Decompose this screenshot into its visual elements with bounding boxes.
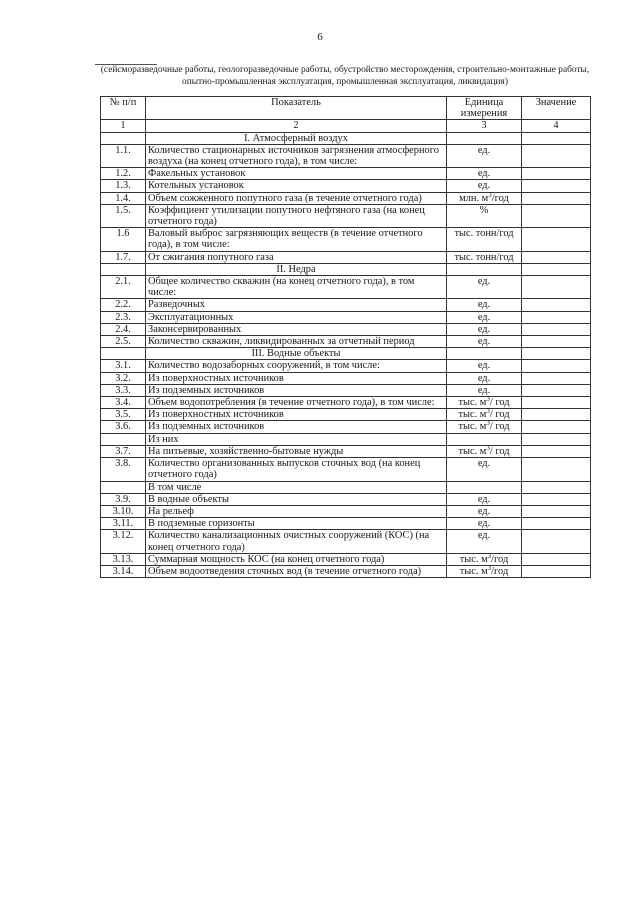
section-row <box>101 263 591 275</box>
row-unit: ед. <box>447 505 522 517</box>
row-value <box>522 276 591 299</box>
row-number: 3.4. <box>101 397 146 409</box>
row-number: 2.3. <box>101 311 146 323</box>
row-unit: ед. <box>447 180 522 192</box>
row-value <box>522 384 591 396</box>
row-unit: тыс. тонн/год <box>447 228 522 251</box>
row-unit: тыс. $м^3/$ год <box>447 409 522 421</box>
indicator-table <box>100 96 591 578</box>
table-row <box>101 530 591 553</box>
row-unit: ед. <box>447 276 522 299</box>
header-unit: Единица измерения <box>447 97 522 120</box>
row-indicator: Объем водоотведения сточных вод (в течение отчетного года) <box>146 565 447 577</box>
table-row <box>101 228 591 251</box>
table-row <box>101 553 591 565</box>
row-value <box>522 251 591 263</box>
caption: (сейсморазведочные работы, геологоразведочные работы, обустройство месторождения, строительно-монтажные работы, опытно-промышленная эксплуатация, промышленная эксплуатация, ликвидация) <box>100 65 590 87</box>
table-row <box>101 518 591 530</box>
row-number: 3.8. <box>101 458 146 481</box>
header-num: № п/п <box>101 97 146 120</box>
row-unit: тыс. $м^3/$ год <box>447 421 522 433</box>
table-row <box>101 493 591 505</box>
row-unit: ед. <box>447 311 522 323</box>
row-number: 3.6. <box>101 421 146 433</box>
section-row <box>101 132 591 144</box>
row-unit: тыс. $м^3$/год <box>447 565 522 577</box>
row-value <box>522 458 591 481</box>
row-unit: тыс. $м^3$/год <box>447 553 522 565</box>
row-value <box>522 421 591 433</box>
row-unit: ед. <box>447 168 522 180</box>
row-indicator: В водные объекты <box>146 493 447 505</box>
section-num-cell <box>101 263 146 275</box>
row-number: 1.7. <box>101 251 146 263</box>
row-value <box>522 360 591 372</box>
row-number: 3.10. <box>101 505 146 517</box>
row-value <box>522 445 591 457</box>
column-number: 3 <box>447 120 522 132</box>
row-indicator: На питьевые, хозяйственно-бытовые нужды <box>146 445 447 457</box>
row-indicator: Из подземных источников <box>146 384 447 396</box>
row-number: 2.5. <box>101 336 146 348</box>
row-value <box>522 433 591 445</box>
table-row <box>101 458 591 481</box>
table-header-row <box>101 97 591 120</box>
table-row <box>101 372 591 384</box>
row-number: 3.9. <box>101 493 146 505</box>
row-value <box>522 530 591 553</box>
column-number: 4 <box>522 120 591 132</box>
row-value <box>522 180 591 192</box>
row-unit: % <box>447 204 522 227</box>
row-value <box>522 192 591 204</box>
row-unit: ед. <box>447 384 522 396</box>
row-number: 2.4. <box>101 323 146 335</box>
row-value <box>522 565 591 577</box>
row-indicator: Из них <box>146 433 447 445</box>
section-num-cell <box>101 348 146 360</box>
section-unit-cell <box>447 348 522 360</box>
table-row <box>101 204 591 227</box>
row-number <box>101 433 146 445</box>
row-number: 3.13. <box>101 553 146 565</box>
row-indicator: Котельных установок <box>146 180 447 192</box>
table-row <box>101 299 591 311</box>
row-number: 3.7. <box>101 445 146 457</box>
row-indicator: От сжигания попутного газа <box>146 251 447 263</box>
table-row <box>101 445 591 457</box>
row-value <box>522 518 591 530</box>
row-value <box>522 204 591 227</box>
row-indicator: Эксплуатационных <box>146 311 447 323</box>
row-number: 3.1. <box>101 360 146 372</box>
row-number: 2.2. <box>101 299 146 311</box>
row-number: 1.1. <box>101 144 146 167</box>
table-row <box>101 565 591 577</box>
table-row <box>101 168 591 180</box>
row-indicator: Суммарная мощность КОС (на конец отчетного года) <box>146 553 447 565</box>
row-unit <box>447 481 522 493</box>
row-value <box>522 372 591 384</box>
row-unit: ед. <box>447 323 522 335</box>
row-indicator: Количество канализационных очистных сооружений (КОС) (на конец отчетного года) <box>146 530 447 553</box>
row-number: 1.2. <box>101 168 146 180</box>
row-number <box>101 481 146 493</box>
row-value <box>522 481 591 493</box>
row-indicator: Объем сожженного попутного газа (в течение отчетного года) <box>146 192 447 204</box>
section-title: I. Атмосферный воздух <box>146 132 447 144</box>
header-value: Значение <box>522 97 591 120</box>
row-number: 2.1. <box>101 276 146 299</box>
table-row <box>101 505 591 517</box>
row-unit: тыс. $м^3/$ год <box>447 397 522 409</box>
row-value <box>522 299 591 311</box>
table-row <box>101 409 591 421</box>
row-unit: тыс. $м^3/$ год <box>447 445 522 457</box>
row-number: 3.3. <box>101 384 146 396</box>
row-unit: ед. <box>447 493 522 505</box>
row-unit: ед. <box>447 299 522 311</box>
row-indicator: Валовый выброс загрязняющих веществ (в течение отчетного года), в том числе: <box>146 228 447 251</box>
table-row <box>101 384 591 396</box>
row-number: 3.12. <box>101 530 146 553</box>
row-value <box>522 144 591 167</box>
table-row <box>101 433 591 445</box>
section-unit-cell <box>447 132 522 144</box>
table-body <box>101 132 591 578</box>
row-indicator: Из поверхностных источников <box>146 409 447 421</box>
column-number-row <box>101 120 591 132</box>
row-value <box>522 168 591 180</box>
row-unit: млн. $м^3$/год <box>447 192 522 204</box>
row-number: 1.4. <box>101 192 146 204</box>
row-value <box>522 409 591 421</box>
row-unit: ед. <box>447 458 522 481</box>
row-indicator: Объем водопотребления (в течение отчетного года), в том числе: <box>146 397 447 409</box>
row-indicator: Из поверхностных источников <box>146 372 447 384</box>
table-row <box>101 360 591 372</box>
page-number: 6 <box>317 31 323 43</box>
row-indicator: На рельеф <box>146 505 447 517</box>
header-indicator: Показатель <box>146 97 447 120</box>
row-number: 1.5. <box>101 204 146 227</box>
row-indicator: Из подземных источников <box>146 421 447 433</box>
row-indicator: Количество скважин, ликвидированных за отчетный период <box>146 336 447 348</box>
row-value <box>522 336 591 348</box>
row-value <box>522 505 591 517</box>
row-value <box>522 493 591 505</box>
row-unit: ед. <box>447 372 522 384</box>
table-row <box>101 397 591 409</box>
row-number: 3.14. <box>101 565 146 577</box>
section-title: III. Водные объекты <box>146 348 447 360</box>
row-indicator: Коэффициент утилизации попутного нефтяного газа (на конец отчетного года) <box>146 204 447 227</box>
row-value <box>522 311 591 323</box>
row-unit: ед. <box>447 144 522 167</box>
table-row <box>101 276 591 299</box>
row-indicator: В подземные горизонты <box>146 518 447 530</box>
table-row <box>101 421 591 433</box>
section-row <box>101 348 591 360</box>
row-unit: ед. <box>447 360 522 372</box>
row-value <box>522 323 591 335</box>
row-number: 1.6 <box>101 228 146 251</box>
table-row <box>101 251 591 263</box>
section-value-cell <box>522 348 591 360</box>
row-indicator: Количество организованных выпусков сточных вод (на конец отчетного года) <box>146 458 447 481</box>
row-number: 3.2. <box>101 372 146 384</box>
row-indicator: Количество стационарных источников загрязнения атмосферного воздуха (на конец отчетного года), в том числе: <box>146 144 447 167</box>
row-indicator: Разведочных <box>146 299 447 311</box>
row-value <box>522 397 591 409</box>
row-unit: ед. <box>447 336 522 348</box>
table-row <box>101 180 591 192</box>
section-unit-cell <box>447 263 522 275</box>
table-row <box>101 144 591 167</box>
table-row <box>101 323 591 335</box>
row-number: 3.5. <box>101 409 146 421</box>
row-unit: ед. <box>447 530 522 553</box>
section-value-cell <box>522 263 591 275</box>
row-value <box>522 228 591 251</box>
row-unit <box>447 433 522 445</box>
table-row <box>101 192 591 204</box>
row-indicator: Количество водозаборных сооружений, в том числе: <box>146 360 447 372</box>
row-indicator: Законсервированных <box>146 323 447 335</box>
row-value <box>522 553 591 565</box>
row-indicator: Факельных установок <box>146 168 447 180</box>
section-num-cell <box>101 132 146 144</box>
table-row <box>101 311 591 323</box>
row-unit: тыс. тонн/год <box>447 251 522 263</box>
row-unit: ед. <box>447 518 522 530</box>
column-number: 2 <box>146 120 447 132</box>
column-number: 1 <box>101 120 146 132</box>
row-number: 1.3. <box>101 180 146 192</box>
row-indicator: В том числе <box>146 481 447 493</box>
table-row <box>101 481 591 493</box>
row-number: 3.11. <box>101 518 146 530</box>
row-indicator: Общее количество скважин (на конец отчетного года), в том числе: <box>146 276 447 299</box>
section-title: II. Недра <box>146 263 447 275</box>
table-row <box>101 336 591 348</box>
section-value-cell <box>522 132 591 144</box>
